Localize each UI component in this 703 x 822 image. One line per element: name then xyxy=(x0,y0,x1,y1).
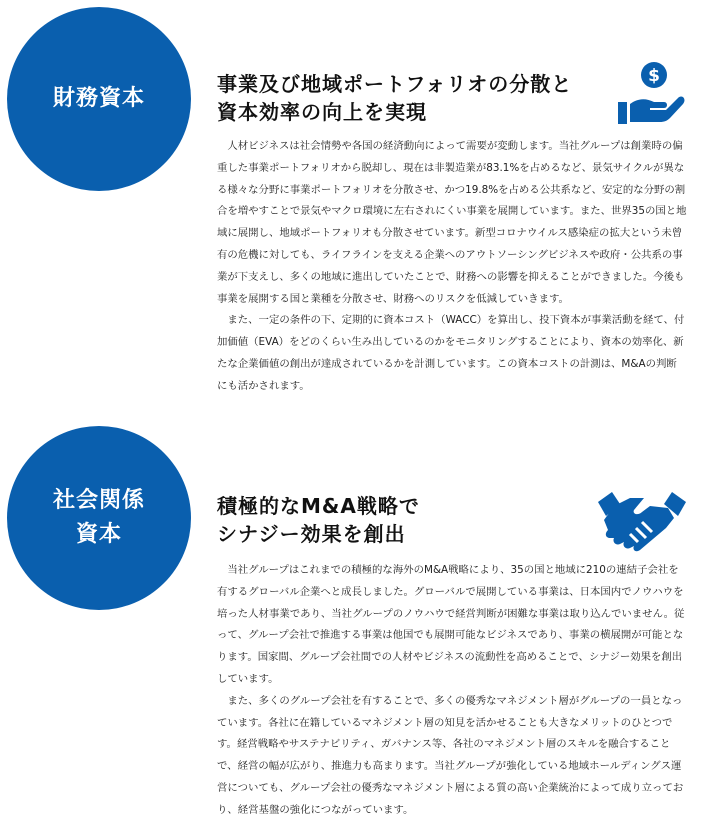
body-paragraph: また、一定の条件の下、定期的に資本コスト（WACC）を算出し、投下資本が事業活動を経て、付加価値（EVA）をどのくらい生み出しているのかをモニタリングすることにより、資本の効率化、新たな企業価値の創出が達成されているかを計測しています。この資本コストの計測は、M&Aの判断にも活かされます。 xyxy=(217,314,685,392)
handshake-icon xyxy=(596,488,688,552)
social-capital-section xyxy=(0,420,703,819)
section-badge-label: 財務資本 xyxy=(52,85,145,111)
body-paragraph: また、多くのグループ会社を有することで、多くの優秀なマネジメント層がグループの一員となっています。各社に在籍しているマネジメント層の知見を活かせることも大きなメリットのひとつです。経営戦略やサステナビリティ、ガバナンス等、各社のマネジメント層のスキルを融合することで、経営の幅が広がり、推進力も高まります。当社グループが強化している地域ホールディングス運営についても、グループ会社の優秀なマネジメント層による質の高い企業統治によって成り立っており、経営基盤の強化につながっています。 xyxy=(217,694,684,816)
section-badge xyxy=(7,426,191,610)
svg-text:$: $ xyxy=(648,66,660,86)
financial-capital-section xyxy=(0,0,703,400)
section-badge xyxy=(7,7,191,191)
section-body xyxy=(217,136,687,398)
section-badge-label: 社会関係 資本 xyxy=(52,487,145,547)
section-body xyxy=(217,560,687,822)
body-paragraph: 当社グループはこれまでの積極的な海外のM&A戦略により、35の国と地域に210の連結子会社を有するグローバル企業へと成長しました。グローバルで展開している事業は、日本国内でノウハウを培った人材事業であり、当社グループのノウハウで経営判断が困難な事業は取り込んでいません。従って、グループ会社で推進する事業は他国でも展開可能なビジネスであり、事業の横展開が可能となります。国家間、グループ会社間での人材やビジネスの流動性を高めることで、シナジー効果を創出しています。 xyxy=(217,564,685,685)
body-paragraph: 人材ビジネスは社会情勢や各国の経済動向によって需要が変動します。当社グループは創業時の偏重した事業ポートフォリオから脱却し、現在は非製造業が83.1%を占めるなど、景気サイクルが異なる様々な分野に事業ポートフォリオを分散させ、かつ19.8%を占める公共系など、安定的な分野の割合を増やすことで景気やマクロ環境に左右されにくい事業を展開しています。また、世界35の国と地域に展開し、地域ポートフォリオも分散させています。新型コロナウイルス感染症の拡大という未曾有の危機に対しても、ライフラインを支える企業へのアウトソーシングビジネスや政府・公共系の事業が下支えし、多くの地域に進出していたことで、財務への影響を抑えることができました。今後も事業を展開する国と業種を分散させ、財務へのリスクを低減していきます。 xyxy=(217,140,687,305)
section-heading: 事業及び地域ポートフォリオの分散と 資本効率の向上を実現 xyxy=(217,72,573,124)
section-heading: 積極的なM&A戦略で シナジー効果を創出 xyxy=(217,494,420,546)
hand-coin-icon xyxy=(614,60,686,126)
